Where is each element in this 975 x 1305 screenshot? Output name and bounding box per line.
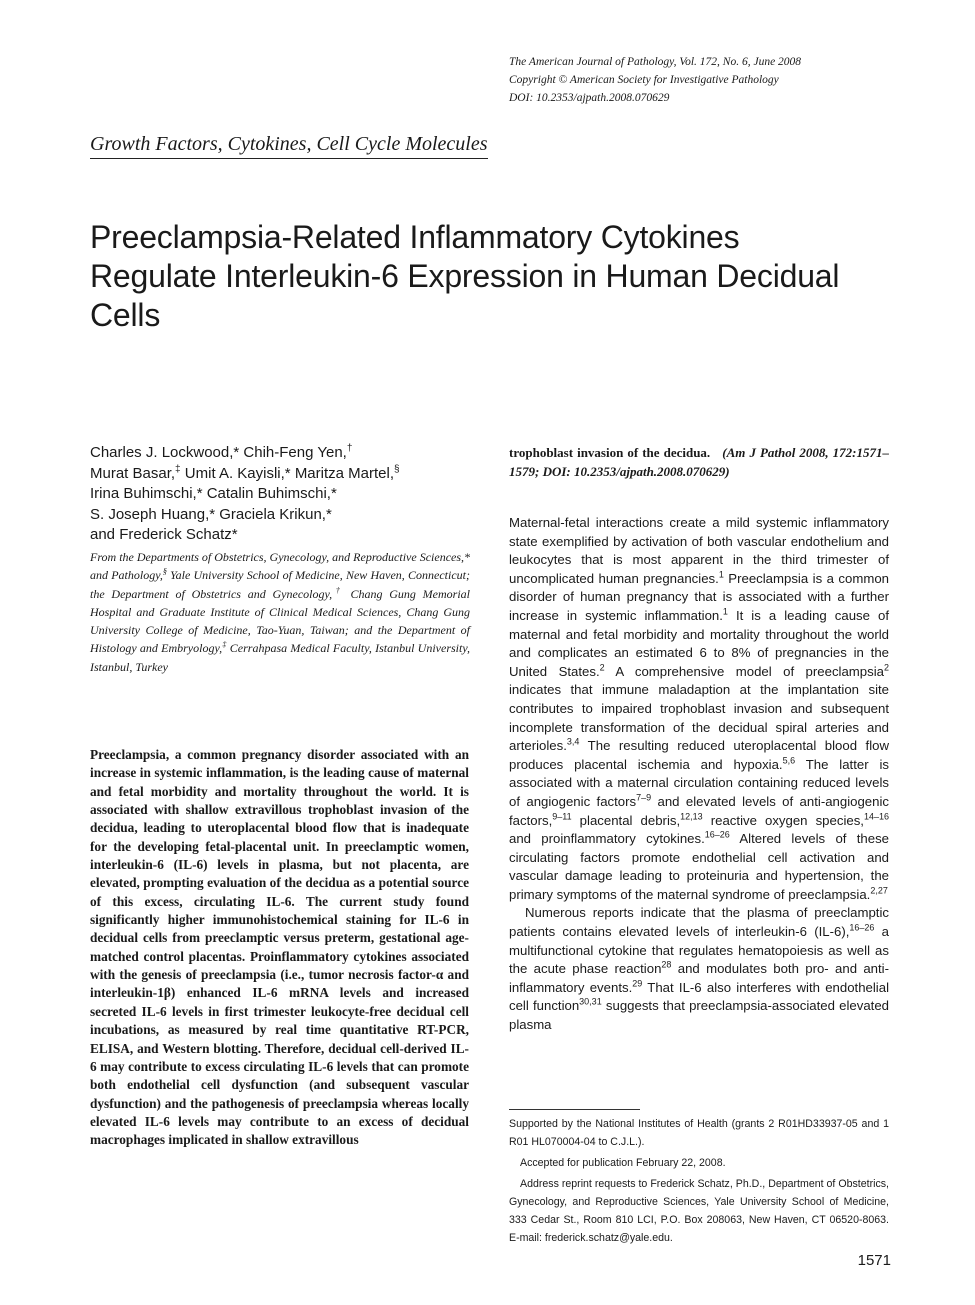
affiliation-mark: ‡ (175, 463, 181, 475)
author: Charles J. Lockwood,* (90, 444, 240, 461)
footnotes (509, 1115, 889, 1250)
author: Umit A. Kayisli,* (184, 464, 291, 482)
author: Irina Buhimschi,* (90, 485, 203, 502)
reference: 28 (661, 959, 672, 970)
affiliation-mark: † (346, 443, 353, 454)
reference: 16–26 (849, 922, 875, 933)
reference: 9–11 (552, 811, 572, 822)
affiliation-text: Chang Gung Memorial Hospital and Graduate Institute of Clinical Medical Sciences, Chang Gung University College of Medicine, Tao-Yuan, Taiwan; and the Department of Histology and Embryology, (90, 586, 470, 656)
abstract-citation: (Am J Pathol 2008, 172:1571–1579; DOI: 10.2353/ajpath.2008.070629) (509, 445, 890, 479)
author: and Frederick Schatz* (90, 526, 238, 543)
journal-info (509, 53, 929, 107)
affiliation-text: Yale University School of Medicine, New Haven, Connecticut; the Department of Obstetrics and Gynecology, (90, 568, 470, 601)
affiliation-mark: § (162, 567, 167, 577)
footnote-divider (509, 1109, 640, 1110)
article-title: Preeclampsia-Related Inflammatory Cytokines Regulate Interleukin-6 Expression in Human Decidual Cells (90, 219, 840, 333)
affiliation-text: From the Departments of Obstetrics, Gynecology, and Reproductive Sciences,* and Pathology, (90, 550, 471, 583)
author: Catalin Buhimschi,* (206, 485, 337, 502)
body-text (509, 514, 889, 1035)
reference: 16–26 (704, 829, 730, 840)
author: Maritza Martel, (294, 464, 394, 482)
affiliation-mark: † (332, 585, 344, 595)
reference: 2 (883, 662, 889, 673)
reference: 30,31 (579, 997, 602, 1008)
abstract-end: trophoblast invasion of the decidua. (509, 445, 711, 460)
affiliations (90, 548, 470, 676)
reprint-address-note: Address reprint requests to Frederick Schatz, Ph.D., Department of Obstetrics, Gynecology, and Reproductive Sciences, Yale University School of Medicine, 333 Cedar St., Room 810 LCI, P.O. Box 208063, New Haven, CT 06520-8063. E-mail: frederick.schatz@yale.edu. (509, 1178, 889, 1244)
affiliation-mark: ‡ (222, 640, 227, 650)
reference: 2,27 (870, 885, 888, 896)
affiliation-text: Cerrahpasa Medical Faculty, Istanbul University, Istanbul, Turkey (90, 641, 470, 674)
paragraph: Maternal-fetal interactions create a mild systemic inflammatory state exemplified by activation of both vascular endothelium and leukocytes that is most apparent in the third trimester of uncomplicated human pregnancies.$^1$ Preeclampsia is a common disorder of human pregnancy that is associated with a further increase in systemic inflammation.$^1$ It is a leading cause of maternal and fetal morbidity and mortality throughout the world and complicates an estimated 6 to 8% of pregnancies in the United States.$^2$ A comprehensive model of preeclampsia$^2$ indicates that immune maladaption at the implantation site contributes to impaired trophoblast invasion and subsequent incomplete transformation of the decidual spiral arteries and arterioles.$^{3,4}$ The resulting reduced uteroplacental blood flow produces placental ischemia and hypoxia.$^{5,6}$ The latter is associated with a maternal circulation containing reduced levels of angiogenic factors$^{7-9}$ and elevated levels of anti-angiogenic factors,$^{9-11}$ placental debris,$^{12,13}$ reactive oxygen species,$^{14-16}$ and proinflammatory cytokines.$^{16-26}$ Altered levels of these circulating factors promote endothelial cell activation and vascular damage leading to proteinuria and hypertension, the primary symptoms of the maternal syndrome of preeclampsia.$^{2,27}$ (509, 515, 890, 902)
journal-doi: DOI: 10.2353/ajpath.2008.070629 (509, 92, 670, 104)
reference: 3,4 (566, 736, 580, 747)
author: Murat Basar, (90, 464, 176, 482)
reference: 1 (722, 606, 728, 617)
journal-citation: The American Journal of Pathology, Vol. 172, No. 6, June 2008 (509, 56, 802, 68)
author: Chih-Feng Yen, (243, 444, 347, 461)
author: S. Joseph Huang,* (90, 505, 216, 523)
abstract-continuation (509, 444, 889, 481)
reference: 14–16 (863, 811, 890, 822)
section-heading: Growth Factors, Cytokines, Cell Cycle Molecules (90, 131, 488, 159)
author: Graciela Krikun,* (219, 505, 332, 523)
author-list (90, 443, 480, 546)
accepted-note: Accepted for publication February 22, 2008. (520, 1157, 726, 1169)
journal-copyright: Copyright © American Society for Investigative Pathology (509, 74, 779, 86)
reference: 1 (718, 569, 724, 580)
reference: 5,6 (782, 755, 796, 766)
reference: 29 (632, 978, 643, 989)
reference: 7–9 (636, 792, 652, 803)
paragraph: Numerous reports indicate that the plasma of preeclamptic patients contains elevated levels of interleukin-6 (IL-6),$^{16-26}$ a multifunctional cytokine that regulates hematopoiesis as well as the acute phase reaction$^{28}$ and modulates both pro- and anti-inflammatory events.$^{29}$ That IL-6 also interferes with endothelial cell function$^{30,31}$ suggests that preeclampsia-associated elevated plasma (509, 905, 890, 1033)
reference: 2 (599, 662, 605, 673)
affiliation-mark: § (394, 463, 400, 475)
funding-note: Supported by the National Institutes of Health (grants 2 R01HD33937-05 and 1 R01 HL070004-04 to C.J.L.). (509, 1118, 889, 1148)
reference: 12,13 (680, 811, 703, 822)
page-number: 1571 (857, 1252, 891, 1269)
abstract: Preeclampsia, a common pregnancy disorder associated with an increase in systemic inflammation, is the leading cause of maternal and fetal morbidity and mortality throughout the world. It is associated with shallow extravillous trophoblast invasion of the decidua, leading to uteroplacental blood flow that is inadequate for the developing fetal-placental unit. In preeclamptic women, interleukin-6 (IL-6) levels in plasma, but not placenta, are elevated, prompting evaluation of the decidua as a potential source of this excess, circulating IL-6. The current study found significantly higher immunohistochemical staining for IL-6 in decidual cells from preeclamptic versus preterm, gestational age-matched control placentas. Proinflammatory cytokines associated with the genesis of preeclampsia (i.e., tumor necrosis factor-α and interleukin-1β) enhanced IL-6 mRNA levels and increased secreted IL-6 levels in first trimester leukocyte-free decidual cell incubations, as measured by real time quantitative RT-PCR, ELISA, and Western blotting. Therefore, decidual cell-derived IL-6 may contribute to excess circulating IL-6 levels that can promote both endothelial cell dysfunction (and subsequent vascular dysfunction) and the pathogenesis of preeclampsia whereas locally elevated IL-6 levels may contribute to an excess of decidual macrophages implicated in shallow extravillous (90, 747, 469, 1148)
